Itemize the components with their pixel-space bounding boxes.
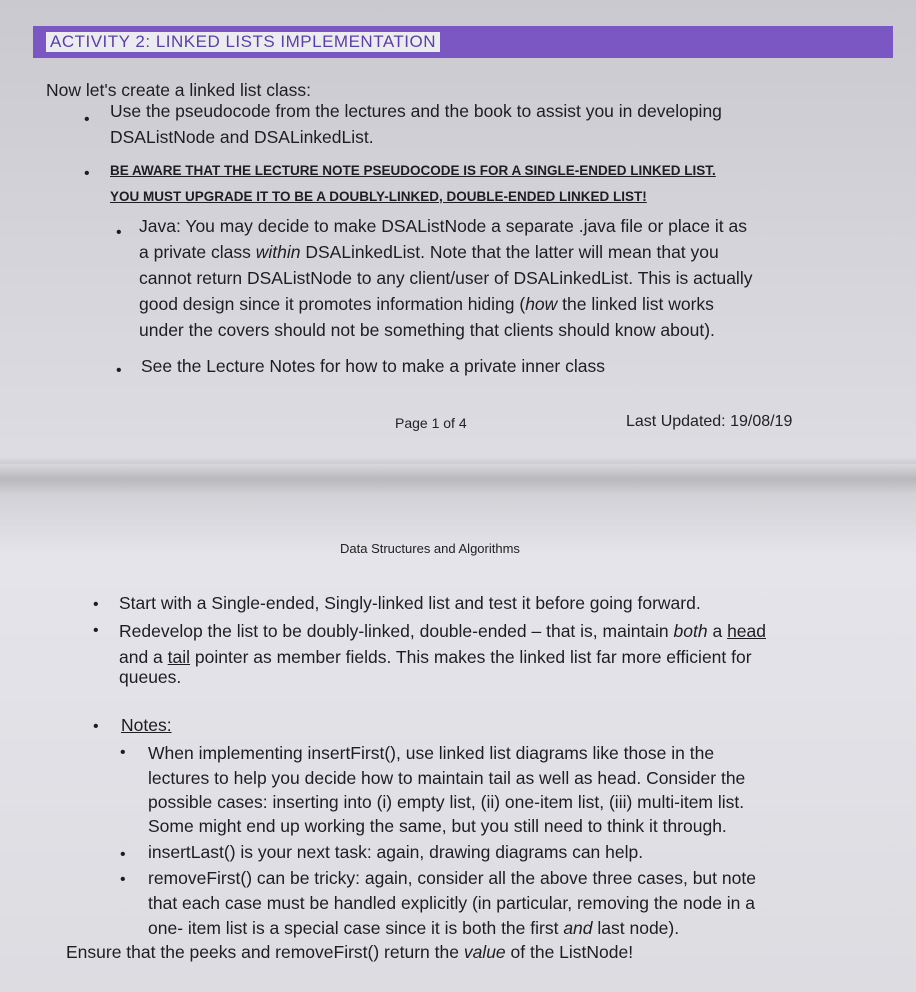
bullet-dot: • [93,622,99,639]
ensure-emphasis: value [463,942,506,962]
tail-underlined: tail [167,647,191,667]
note-remove-first-line3-b: last node). [592,918,680,938]
bullet-dot: • [93,596,99,613]
note-insert-last: insertLast() is your next task: again, drawing diagrams can help. [148,842,644,862]
note-remove-first-line3 [148,917,679,939]
activity-title: ACTIVITY 2: LINKED LISTS IMPLEMENTATION [46,32,440,52]
bullet-dot: • [84,165,90,182]
redevelop-line2 [119,646,752,668]
bullet-dot: • [120,846,126,863]
redevelop-line1-a: Redevelop the list to be doubly-linked, double-ended – that is, maintain [119,621,674,641]
java-note-line2 [139,241,719,263]
head-underlined: head [727,621,766,641]
see-lecture-text: See the Lecture Notes for how to make a private inner class [141,356,605,376]
bullet-pseudocode-line2: DSAListNode and DSALinkedList. [110,127,374,147]
warning-line2: YOU MUST UPGRADE IT TO BE A DOUBLY-LINKED, DOUBLE-ENDED LINKED LIST! [110,189,647,204]
start-single-text: Start with a Single-ended, Singly-linked list and test it before going forward. [119,593,701,613]
redevelop-line2-a: and a [119,647,168,667]
java-note-line2-emphasis: within [255,242,301,262]
activity-banner [33,26,893,58]
ensure-a: Ensure that the peeks and removeFirst() return the [66,942,464,962]
bullet-dot: • [120,871,126,888]
notes-label: Notes: [121,715,172,735]
java-note-line3: cannot return DSAListNode to any client/user of DSALinkedList. This is actually [139,268,753,288]
bullet-dot: • [120,744,126,761]
java-note-line4-emphasis: how [525,294,558,314]
note-remove-first-emphasis: and [563,918,593,938]
bullet-dot: • [84,111,90,128]
java-note-line2-a: a private class [139,242,256,262]
redevelop-line3: queues. [119,667,182,687]
java-note-line2-b: DSALinkedList. Note that the latter will mean that you [300,242,719,262]
note-insert-first-line2: lectures to help you decide how to maintain tail as well as head. Consider the [148,768,746,788]
warning-line1: BE AWARE THAT THE LECTURE NOTE PSEUDOCODE IS FOR A SINGLE-ENDED LINKED LIST. [110,163,716,178]
ensure-b: of the ListNode! [505,942,634,962]
page-number: Page 1 of 4 [395,415,467,431]
bullet-dot: • [116,224,122,241]
ensure-text [66,941,633,963]
last-updated: Last Updated: 19/08/19 [626,413,793,430]
java-note-line4 [139,293,714,315]
bullet-dot: • [93,718,99,735]
java-note-line4-b: the linked list works [557,294,714,314]
note-insert-first-line1: When implementing insertFirst(), use linked list diagrams like those in the [148,743,715,763]
intro-text: Now let's create a linked list class: [46,80,311,100]
redevelop-line1 [119,620,766,642]
java-note-line4-a: good design since it promotes information hiding ( [139,294,526,314]
java-note-line1: Java: You may decide to make DSAListNode a separate .java file or place it as [139,216,747,236]
note-insert-first-line4: Some might end up working the same, but you still need to think it through. [148,816,727,836]
bullet-dot: • [116,362,122,379]
page-divider [0,464,916,494]
redevelop-line1-b: a [707,621,728,641]
redevelop-emphasis: both [673,621,708,641]
note-remove-first-line3-a: one- item list is a special case since it is both the first [148,918,564,938]
redevelop-line2-b: pointer as member fields. This makes the linked list far more efficient for [190,647,752,667]
java-note-line5: under the covers should not be something that clients should know about). [139,320,715,340]
note-remove-first-line2: that each case must be handled explicitly (in particular, removing the node in a [148,893,756,913]
bullet-pseudocode-line1: Use the pseudocode from the lectures and the book to assist you in developing [110,101,722,121]
note-remove-first-line1: removeFirst() can be tricky: again, consider all the above three cases, but note [148,868,756,888]
note-insert-first-line3: possible cases: inserting into (i) empty list, (ii) one-item list, (iii) multi-item list. [148,792,745,812]
page2-header: Data Structures and Algorithms [340,541,520,556]
